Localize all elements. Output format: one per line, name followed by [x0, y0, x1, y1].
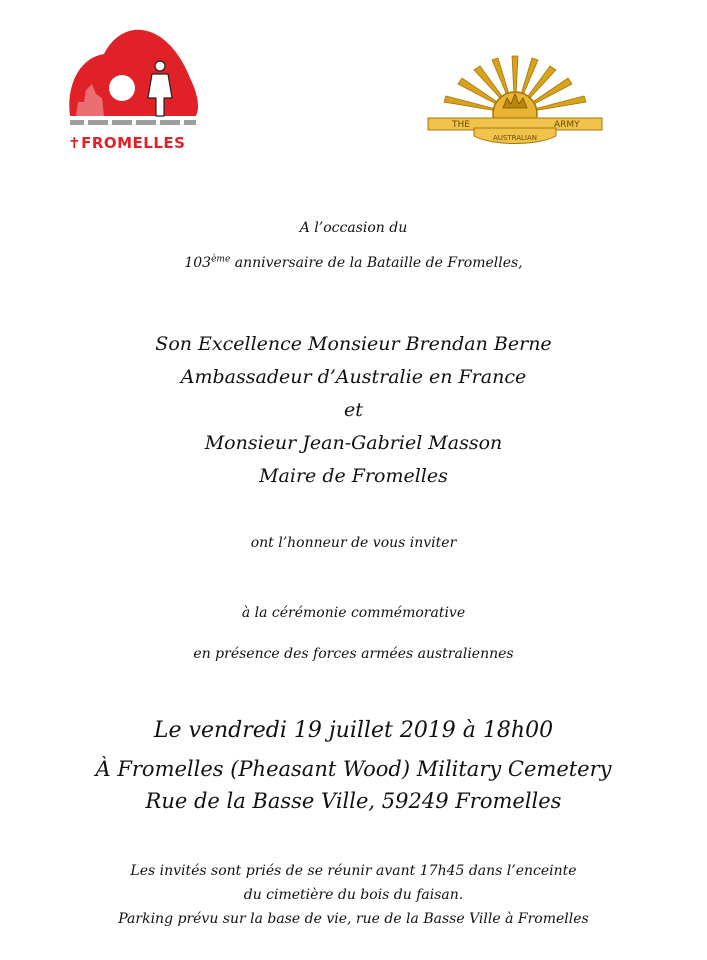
logo-wordmark: FROMELLES [81, 134, 186, 152]
note-line-1: Les invités sont priés de se réunir avant 17h45 dans l’enceinte [130, 863, 577, 879]
badge-band-bottom: AUSTRALIAN [493, 134, 537, 142]
anniversary-number: 103 [184, 255, 212, 271]
event-venue: À Fromelles (Pheasant Wood) Military Cemetery [95, 757, 612, 781]
anniversary-text: anniversaire de la Bataille de Fromelles, [230, 255, 523, 271]
rising-sun-badge-icon [422, 52, 608, 156]
event-date: Le vendredi 19 juillet 2019 à 18h00 [153, 718, 554, 743]
event-address: Rue de la Basse Ville, 59249 Fromelles [145, 789, 562, 813]
australian-army-badge [422, 52, 608, 156]
ceremony-line-1: à la cérémonie commémorative [241, 605, 466, 621]
badge-band-right: ARMY [554, 120, 580, 130]
host-line-3: Monsieur Jean-Gabriel Masson [204, 432, 503, 454]
note-line-2: du cimetière du bois du faisan. [243, 887, 464, 903]
badge-band-left: THE [452, 120, 470, 130]
fromelles-logo [64, 28, 204, 154]
note-line-3: Parking prévu sur la base de vie, rue de la Basse Ville à Fromelles [118, 911, 589, 927]
host-line-2: Ambassadeur d’Australie en France [180, 366, 527, 388]
anniversary-line [0, 255, 707, 271]
ceremony-line-2: en présence des forces armées australiennes [193, 646, 514, 662]
occasion-line: A l’occasion du [299, 220, 408, 236]
anniversary-suffix: ème [211, 254, 231, 265]
fromelles-logo-icon [64, 28, 204, 134]
invite-line: ont l’honneur de vous inviter [250, 535, 457, 551]
host-conjunction: et [344, 399, 363, 421]
host-line-1: Son Excellence Monsieur Brendan Berne [155, 333, 552, 355]
host-line-4: Maire de Fromelles [259, 465, 448, 487]
lorraine-cross-icon: ✝ [68, 134, 82, 152]
